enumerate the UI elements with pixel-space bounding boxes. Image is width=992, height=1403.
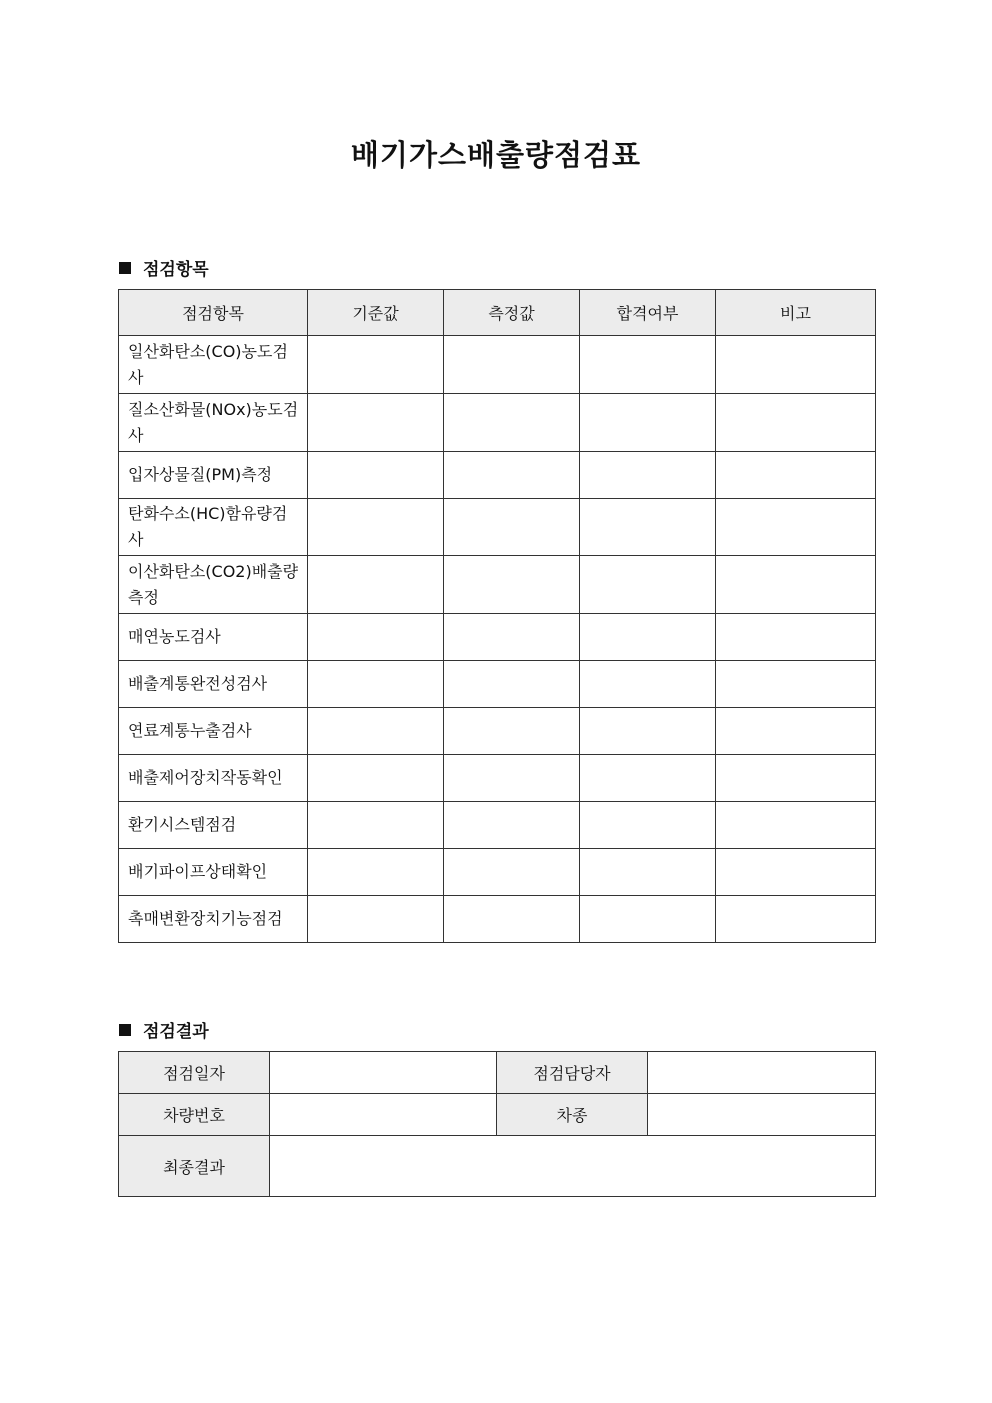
standard-value-cell[interactable] (308, 614, 444, 661)
item-name-cell: 연료계통누출검사 (119, 708, 308, 755)
column-header-measured: 측정값 (444, 290, 580, 336)
table-row (119, 849, 876, 896)
remarks-cell[interactable] (716, 661, 876, 708)
vehicle-type-label: 차종 (497, 1094, 648, 1136)
pass-cell[interactable] (580, 802, 716, 849)
remarks-cell[interactable] (716, 708, 876, 755)
item-name-cell: 입자상물질(PM)측정 (119, 452, 308, 499)
remarks-cell[interactable] (716, 896, 876, 943)
table-row (119, 1052, 876, 1094)
item-name-cell: 배출제어장치작동확인 (119, 755, 308, 802)
table-row (119, 802, 876, 849)
table-row (119, 394, 876, 452)
inspector-label: 점검담당자 (497, 1052, 648, 1094)
square-bullet-icon (119, 262, 131, 274)
remarks-cell[interactable] (716, 499, 876, 556)
inspection-date-label: 점검일자 (119, 1052, 270, 1094)
final-result-label: 최종결과 (119, 1136, 270, 1197)
square-bullet-icon (119, 1024, 131, 1036)
standard-value-cell[interactable] (308, 849, 444, 896)
table-header-row (119, 290, 876, 336)
table-row (119, 708, 876, 755)
pass-cell[interactable] (580, 394, 716, 452)
standard-value-cell[interactable] (308, 802, 444, 849)
item-name-cell: 환기시스템점검 (119, 802, 308, 849)
remarks-cell[interactable] (716, 452, 876, 499)
item-name-cell: 매연농도검사 (119, 614, 308, 661)
remarks-cell[interactable] (716, 394, 876, 452)
measured-value-cell[interactable] (444, 556, 580, 614)
inspection-items-table (118, 289, 876, 943)
remarks-cell[interactable] (716, 755, 876, 802)
section-heading-results (119, 1017, 209, 1042)
remarks-cell[interactable] (716, 849, 876, 896)
table-row (119, 452, 876, 499)
table-row (119, 614, 876, 661)
section-heading-items (119, 255, 209, 280)
measured-value-cell[interactable] (444, 614, 580, 661)
measured-value-cell[interactable] (444, 661, 580, 708)
measured-value-cell[interactable] (444, 802, 580, 849)
item-name-cell: 이산화탄소(CO2)배출량측정 (119, 556, 308, 614)
section-heading-label: 점검결과 (143, 1022, 209, 1042)
measured-value-cell[interactable] (444, 896, 580, 943)
pass-cell[interactable] (580, 755, 716, 802)
pass-cell[interactable] (580, 556, 716, 614)
pass-cell[interactable] (580, 849, 716, 896)
pass-cell[interactable] (580, 896, 716, 943)
standard-value-cell[interactable] (308, 661, 444, 708)
column-header-remarks: 비고 (716, 290, 876, 336)
pass-cell[interactable] (580, 452, 716, 499)
standard-value-cell[interactable] (308, 336, 444, 394)
item-name-cell: 탄화수소(HC)함유량검사 (119, 499, 308, 556)
vehicle-type-field[interactable] (648, 1094, 876, 1136)
pass-cell[interactable] (580, 661, 716, 708)
measured-value-cell[interactable] (444, 336, 580, 394)
inspection-date-field[interactable] (270, 1052, 497, 1094)
standard-value-cell[interactable] (308, 452, 444, 499)
pass-cell[interactable] (580, 614, 716, 661)
item-name-cell: 일산화탄소(CO)농도검사 (119, 336, 308, 394)
table-row (119, 1136, 876, 1197)
standard-value-cell[interactable] (308, 499, 444, 556)
item-name-cell: 배기파이프상태확인 (119, 849, 308, 896)
pass-cell[interactable] (580, 499, 716, 556)
remarks-cell[interactable] (716, 336, 876, 394)
measured-value-cell[interactable] (444, 394, 580, 452)
standard-value-cell[interactable] (308, 394, 444, 452)
remarks-cell[interactable] (716, 556, 876, 614)
item-name-cell: 촉매변환장치기능점검 (119, 896, 308, 943)
measured-value-cell[interactable] (444, 755, 580, 802)
table-row (119, 755, 876, 802)
standard-value-cell[interactable] (308, 755, 444, 802)
pass-cell[interactable] (580, 708, 716, 755)
item-name-cell: 질소산화물(NOx)농도검사 (119, 394, 308, 452)
table-row (119, 661, 876, 708)
standard-value-cell[interactable] (308, 896, 444, 943)
page-title: 배기가스배출량점검표 (350, 138, 642, 172)
column-header-pass: 합격여부 (580, 290, 716, 336)
vehicle-number-field[interactable] (270, 1094, 497, 1136)
pass-cell[interactable] (580, 336, 716, 394)
inspector-field[interactable] (648, 1052, 876, 1094)
table-row (119, 1094, 876, 1136)
table-row (119, 896, 876, 943)
remarks-cell[interactable] (716, 802, 876, 849)
column-header-standard: 기준값 (308, 290, 444, 336)
final-result-field[interactable] (270, 1136, 876, 1197)
column-header-item: 점검항목 (119, 290, 308, 336)
table-row (119, 499, 876, 556)
standard-value-cell[interactable] (308, 708, 444, 755)
vehicle-number-label: 차량번호 (119, 1094, 270, 1136)
measured-value-cell[interactable] (444, 499, 580, 556)
measured-value-cell[interactable] (444, 849, 580, 896)
measured-value-cell[interactable] (444, 452, 580, 499)
section-heading-label: 점검항목 (143, 260, 209, 280)
item-name-cell: 배출계통완전성검사 (119, 661, 308, 708)
inspection-results-table (118, 1051, 876, 1197)
standard-value-cell[interactable] (308, 556, 444, 614)
remarks-cell[interactable] (716, 614, 876, 661)
table-row (119, 556, 876, 614)
measured-value-cell[interactable] (444, 708, 580, 755)
table-row (119, 336, 876, 394)
